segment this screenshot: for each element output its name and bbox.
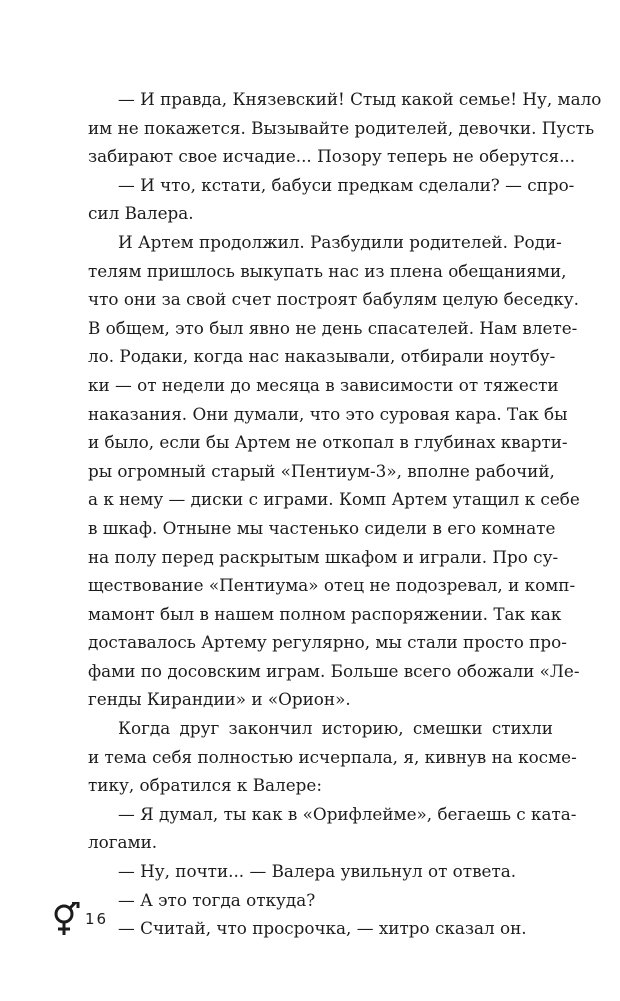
text-line: и было, если бы Артем не откопал в глубинах кварти- xyxy=(88,432,568,453)
text-line: ло. Родаки, когда нас наказывали, отбирали ноутбу- xyxy=(88,346,556,367)
body-text xyxy=(88,85,602,943)
text-line: им не покажется. Вызывайте родителей, девочки. Пусть xyxy=(88,117,595,138)
text-line: логами. xyxy=(88,832,158,853)
text-line: Когда друг закончил историю, смешки стихли xyxy=(118,718,553,739)
text-line: что они за свой счет построят бабулям целую беседку. xyxy=(88,289,579,310)
text-line: фами по досовским играм. Больше всего обожали «Ле- xyxy=(88,660,580,681)
text-line: на полу перед раскрытым шкафом и играли. Про су- xyxy=(88,546,559,567)
text-line: ки — от недели до месяца в зависимости от тяжести xyxy=(88,374,559,395)
text-line: В общем, это был явно не день спасателей. Нам влете- xyxy=(88,317,578,338)
text-line: а к нему — диски с играми. Комп Артем утащил к себе xyxy=(88,489,580,510)
text-line: ры огромный старый «Пентиум-3», вполне рабочий, xyxy=(88,460,555,481)
page-number: 16 xyxy=(85,910,109,928)
text-line: мамонт был в нашем полном распоряжении. Так как xyxy=(88,603,562,624)
text-line: — Считай, что просрочка, — хитро сказал он. xyxy=(118,918,527,939)
text-line: — Ну, почти... — Валера увильнул от ответа. xyxy=(118,861,517,882)
text-line: — А это тогда откуда? xyxy=(118,889,316,910)
text-line: доставалось Артему регулярно, мы стали просто про- xyxy=(88,632,567,653)
text-line: И Артем продолжил. Разбудили родителей. Роди- xyxy=(118,231,562,252)
text-line: телям пришлось выкупать нас из плена обещаниями, xyxy=(88,260,567,281)
text-line: наказания. Они думали, что это суровая кара. Так бы xyxy=(88,403,568,424)
page-footer xyxy=(52,902,108,936)
text-line: в шкаф. Отныне мы частенько сидели в его комнате xyxy=(88,517,556,538)
male-female-symbol-icon xyxy=(52,902,82,936)
text-line: — Я думал, ты как в «Орифлейме», бегаешь с ката- xyxy=(118,803,577,824)
text-line: — И что, кстати, бабуси предкам сделали? — спро- xyxy=(118,174,575,195)
text-line: тику, обратился к Валере: xyxy=(88,775,322,796)
text-line: ществование «Пентиума» отец не подозревал, и комп- xyxy=(88,575,576,596)
text-line: забирают свое исчадие... Позору теперь не оберутся... xyxy=(88,146,576,167)
text-line: — И правда, Князевский! Стыд какой семье! Ну, мало xyxy=(118,89,602,109)
text-line: генды Кирандии» и «Орион». xyxy=(88,689,351,710)
text-line: и тема себя полностью исчерпала, я, кивнув на косме- xyxy=(88,746,577,767)
text-line: сил Валера. xyxy=(88,203,194,224)
